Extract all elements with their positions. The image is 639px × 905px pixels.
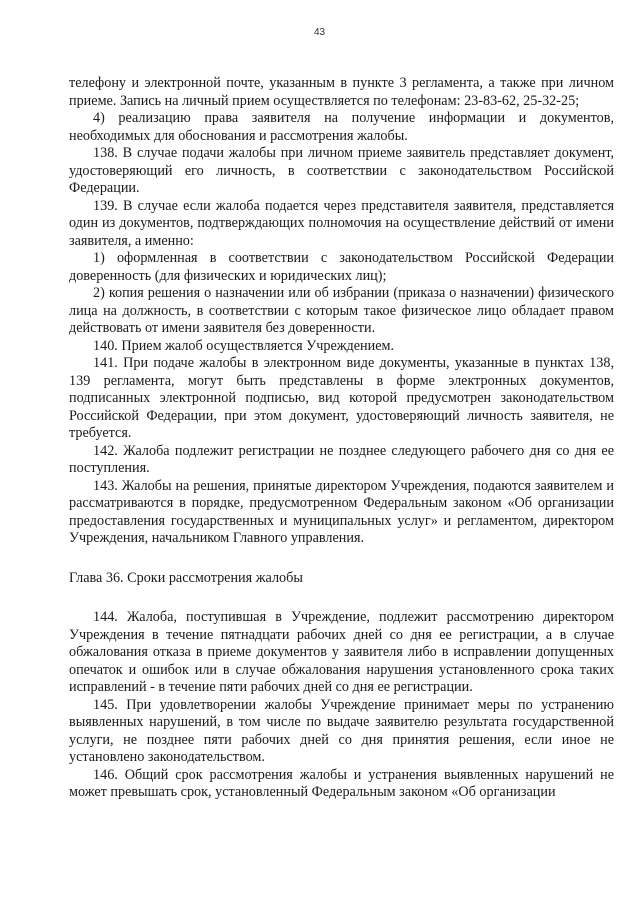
paragraph: телефону и электронной почте, указанным в пункте 3 регламента, а также при личном приеме. Запись на личный прием осуществляется по телефонам: 23-83-62, 25-32-25; xyxy=(69,75,614,109)
paragraph: 145. При удовлетворении жалобы Учреждение принимает меры по устранению выявленных нарушений, в том числе по выдаче заявителю результата государственной услуги, не позднее пяти рабочих дней со дня принятия решения, если иное не установлено законодательством. xyxy=(69,696,614,765)
paragraph: 138. В случае подачи жалобы при личном приеме заявитель представляет документ, удостоверяющий его личность, в соответствии с законодательством Российской Федерации. xyxy=(69,145,614,196)
paragraph: 143. Жалобы на решения, принятые директором Учреждения, подаются заявителем и рассматриваются в порядке, предусмотренном Федеральным законом «Об организации предоставления государственных и муниципальных услуг» и регламентом, директором Учреждения, начальником Главного управления. xyxy=(69,477,614,546)
paragraph: 144. Жалоба, поступившая в Учреждение, подлежит рассмотрению директором Учреждения в течение пятнадцати рабочих дней со дня ее регистрации, а в случае обжалования отказа в приеме документов у заявителя либо в исправлении допущенных опечаток и ошибок или в случае обжалования нарушения установленного срока таких исправлений - в течение пяти рабочих дней со дня ее регистрации. xyxy=(69,609,614,695)
page-number: 43 xyxy=(313,27,326,38)
paragraph: 146. Общий срок рассмотрения жалобы и устранения выявленных нарушений не может превышать срок, установленный Федеральным законом «Об организации xyxy=(69,766,614,800)
chapter-heading: Глава 36. Сроки рассмотрения жалобы xyxy=(69,569,303,586)
paragraph: 1) оформленная в соответствии с законодательством Российской Федерации доверенность (для физических и юридических лиц); xyxy=(69,250,614,284)
page-content xyxy=(69,75,614,802)
paragraph: 141. При подаче жалобы в электронном виде документы, указанные в пунктах 138, 139 регламента, могут быть представлены в форме электронных документов, подписанных электронной подписью, вид которой предусмотрен законодательством Российской Федерации, при этом документ, удостоверяющий личность заявителя, не требуется. xyxy=(69,355,614,441)
paragraphs-after-heading xyxy=(69,609,614,802)
paragraph: 142. Жалоба подлежит регистрации не позднее следующего рабочего дня со дня ее поступления. xyxy=(69,442,614,476)
paragraph: 140. Прием жалоб осуществляется Учреждением. xyxy=(93,337,395,354)
paragraph: 139. В случае если жалоба подается через представителя заявителя, представляется один из документов, подтверждающих полномочия на осуществление действий от имени заявителя, а именно: xyxy=(69,197,614,249)
paragraph: 2) копия решения о назначении или об избрании (приказа о назначении) физического лица на должность, в соответствии с которым такое физическое лицо обладает правом действовать от имени заявителя без доверенности. xyxy=(69,285,614,336)
paragraph: 4) реализацию права заявителя на получение информации и документов, необходимых для обоснования и рассмотрения жалобы. xyxy=(69,110,614,144)
paragraphs-before-heading xyxy=(69,75,614,548)
